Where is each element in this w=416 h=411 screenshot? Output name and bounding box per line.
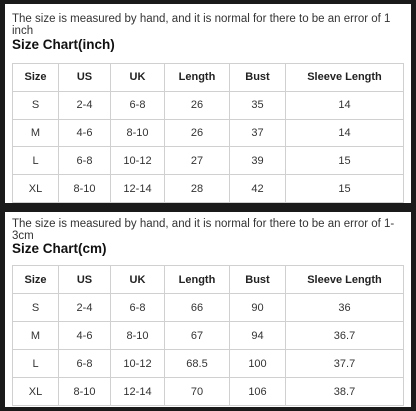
table-row	[13, 175, 404, 203]
cell-sleeve-length: 36	[286, 294, 404, 322]
table-row	[13, 350, 404, 378]
inch-chart-panel	[5, 4, 411, 203]
cell-size: S	[13, 294, 59, 322]
header-uk: UK	[111, 64, 165, 92]
table-row	[13, 147, 404, 175]
table-header-row	[13, 266, 404, 294]
cell-size: S	[13, 91, 59, 119]
cell-length: 26	[165, 119, 230, 147]
cell-length: 26	[165, 91, 230, 119]
cell-uk: 10-12	[111, 147, 165, 175]
inch-size-table	[12, 63, 404, 203]
header-sleeve-length: Sleeve Length	[286, 266, 404, 294]
cell-sleeve-length: 38.7	[286, 378, 404, 406]
cell-size: XL	[13, 175, 59, 203]
cell-uk: 12-14	[111, 175, 165, 203]
cell-length: 27	[165, 147, 230, 175]
cm-chart-title: Size Chart(cm)	[12, 241, 107, 256]
cell-uk: 12-14	[111, 378, 165, 406]
cell-sleeve-length: 36.7	[286, 322, 404, 350]
cell-size: L	[13, 350, 59, 378]
cell-size: XL	[13, 378, 59, 406]
cell-bust: 106	[230, 378, 286, 406]
cell-bust: 42	[230, 175, 286, 203]
cell-us: 6-8	[59, 147, 111, 175]
inch-chart-title: Size Chart(inch)	[12, 37, 115, 52]
cell-bust: 37	[230, 119, 286, 147]
cell-us: 2-4	[59, 91, 111, 119]
cell-uk: 8-10	[111, 322, 165, 350]
cell-length: 68.5	[165, 350, 230, 378]
cell-us: 6-8	[59, 350, 111, 378]
header-us: US	[59, 266, 111, 294]
cm-measurement-note: The size is measured by hand, and it is normal for there to be an error of 1-3cm	[12, 218, 395, 242]
table-header-row	[13, 64, 404, 92]
table-row	[13, 294, 404, 322]
cell-us: 8-10	[59, 175, 111, 203]
cell-sleeve-length: 14	[286, 91, 404, 119]
table-row	[13, 91, 404, 119]
cell-bust: 94	[230, 322, 286, 350]
header-us: US	[59, 64, 111, 92]
cm-chart-panel	[5, 212, 411, 407]
cell-length: 28	[165, 175, 230, 203]
cell-uk: 10-12	[111, 350, 165, 378]
inch-measurement-note: The size is measured by hand, and it is normal for there to be an error of 1 inch	[12, 13, 391, 37]
cell-size: L	[13, 147, 59, 175]
cell-size: M	[13, 119, 59, 147]
cell-uk: 8-10	[111, 119, 165, 147]
cell-bust: 100	[230, 350, 286, 378]
cell-sleeve-length: 15	[286, 175, 404, 203]
table-row	[13, 378, 404, 406]
table-row	[13, 322, 404, 350]
header-length: Length	[165, 64, 230, 92]
cell-bust: 39	[230, 147, 286, 175]
cell-sleeve-length: 14	[286, 119, 404, 147]
cell-length: 67	[165, 322, 230, 350]
cell-bust: 35	[230, 91, 286, 119]
table-row	[13, 119, 404, 147]
header-size: Size	[13, 64, 59, 92]
header-length: Length	[165, 266, 230, 294]
header-sleeve-length: Sleeve Length	[286, 64, 404, 92]
cell-bust: 90	[230, 294, 286, 322]
cell-sleeve-length: 37.7	[286, 350, 404, 378]
cell-size: M	[13, 322, 59, 350]
cell-length: 66	[165, 294, 230, 322]
header-bust: Bust	[230, 64, 286, 92]
cell-sleeve-length: 15	[286, 147, 404, 175]
cell-us: 8-10	[59, 378, 111, 406]
cell-us: 2-4	[59, 294, 111, 322]
header-uk: UK	[111, 266, 165, 294]
cell-us: 4-6	[59, 322, 111, 350]
cell-uk: 6-8	[111, 294, 165, 322]
cell-uk: 6-8	[111, 91, 165, 119]
header-size: Size	[13, 266, 59, 294]
cell-length: 70	[165, 378, 230, 406]
header-bust: Bust	[230, 266, 286, 294]
cm-size-table	[12, 265, 404, 406]
cell-us: 4-6	[59, 119, 111, 147]
